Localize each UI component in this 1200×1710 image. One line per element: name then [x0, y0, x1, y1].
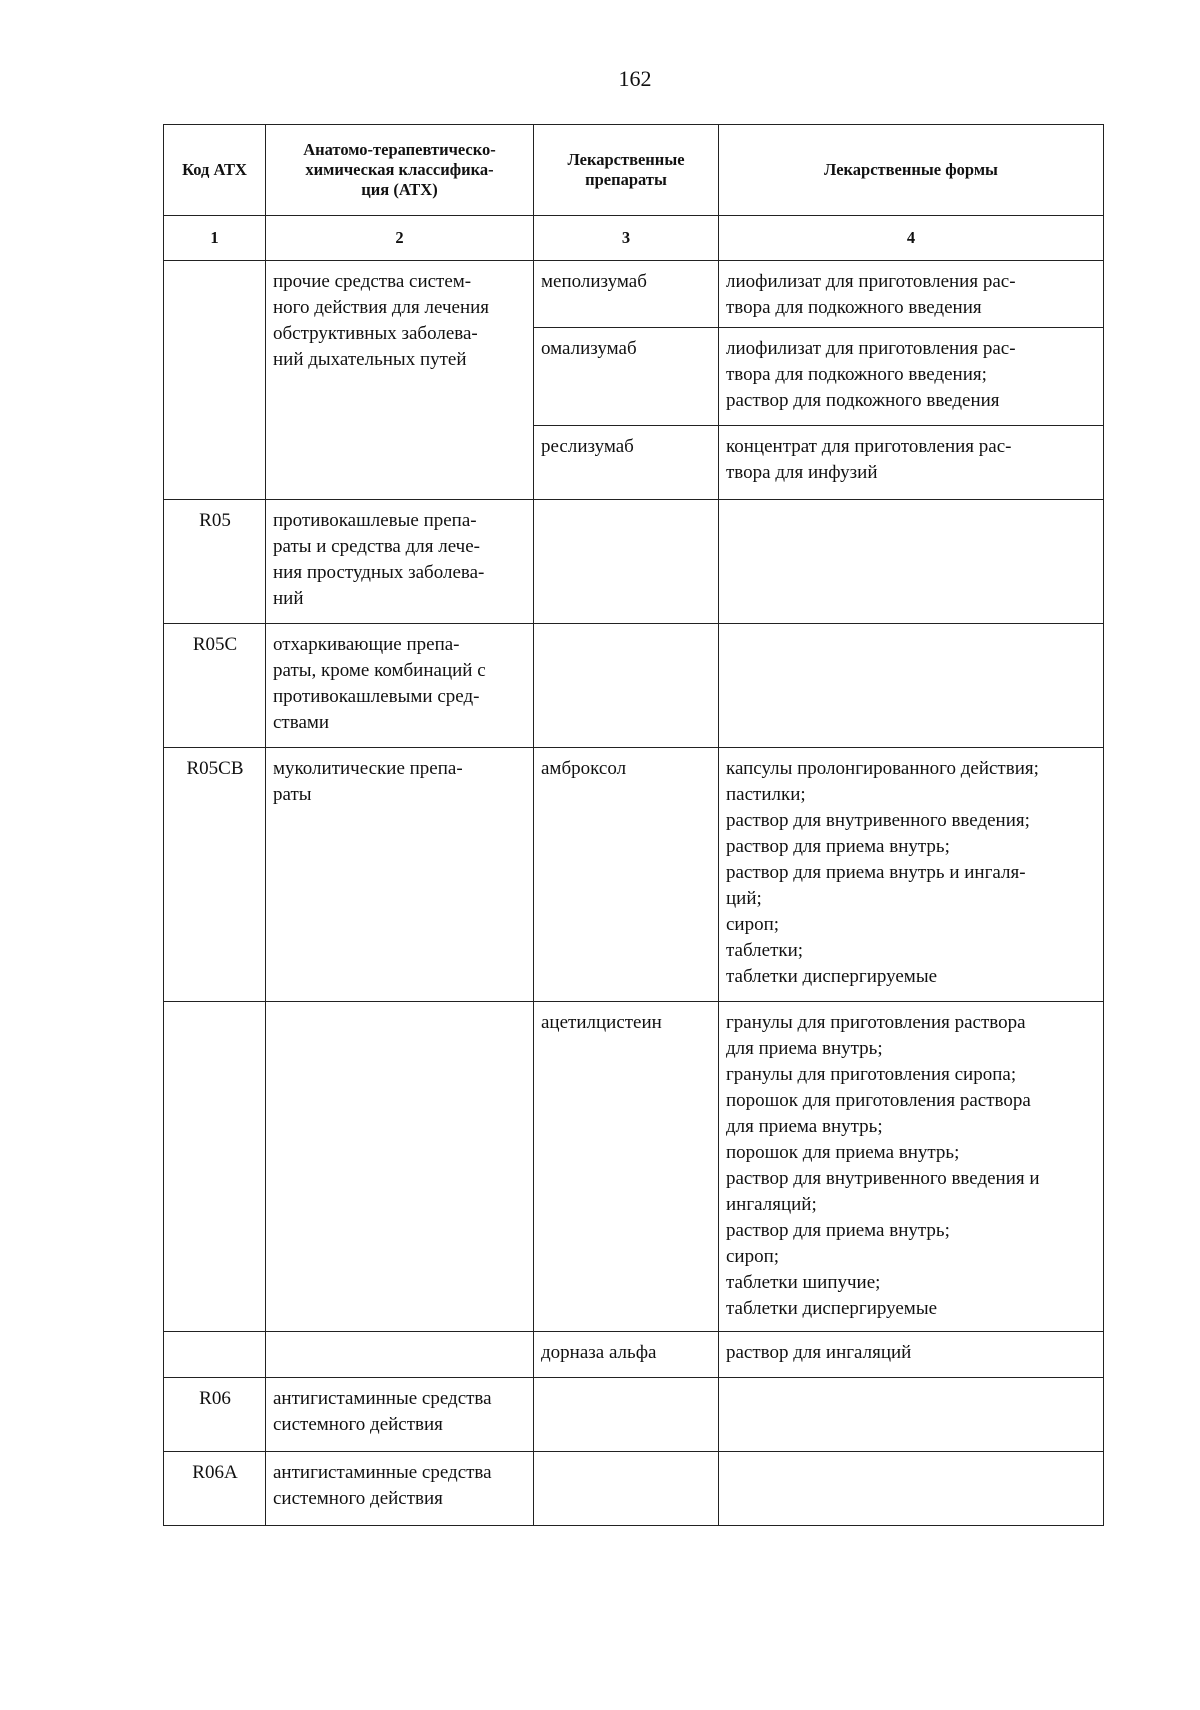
atc-code-cell: R06: [164, 1378, 266, 1452]
table-row: [164, 500, 1104, 624]
classification-line: отхаркивающие препа-: [273, 634, 460, 655]
table-row: [164, 1332, 1104, 1378]
dosage-form-line: сироп;: [726, 1246, 780, 1267]
drug-name: дорназа альфа: [541, 1342, 657, 1363]
dosage-form-line: лиофилизат для приготовления рас-: [726, 271, 1016, 292]
table-row: [164, 1452, 1104, 1526]
classification-cell: [266, 500, 534, 624]
drug-name: реслизумаб: [541, 436, 634, 457]
classification-line: системного действия: [273, 1488, 443, 1509]
dosage-form-line: раствор для ингаляций: [726, 1342, 912, 1363]
atc-table: [163, 124, 1104, 1526]
atc-code-cell: R05C: [164, 624, 266, 748]
header-drugs: [534, 125, 719, 216]
page-number: 162: [618, 66, 652, 91]
classification-line: ного действия для лечения: [273, 297, 490, 318]
dosage-form-cell: [719, 624, 1104, 748]
dosage-form-line: раствор для внутривенного введения и: [726, 1168, 1040, 1189]
drug-cell: [534, 426, 719, 500]
table-row: [164, 748, 1104, 1002]
classification-line: противокашлевыми сред-: [273, 686, 480, 707]
dosage-form-cell: [719, 1452, 1104, 1526]
dosage-form-line: ций;: [726, 888, 762, 909]
atc-code-cell: [164, 1002, 266, 1332]
drug-cell: [534, 261, 719, 328]
drug-cell: [534, 1002, 719, 1332]
drug-name: амброксол: [541, 758, 627, 779]
dosage-form-line: раствор для приема внутрь;: [726, 1220, 950, 1241]
dosage-form-line: пастилки;: [726, 784, 806, 805]
dosage-form-line: раствор для приема внутрь;: [726, 836, 950, 857]
header-atc-code: [164, 125, 266, 216]
dosage-form-cell: [719, 1332, 1104, 1378]
classification-line: противокашлевые препа-: [273, 510, 477, 531]
dosage-form-line: таблетки;: [726, 940, 804, 961]
drug-cell: [534, 1452, 719, 1526]
header-line: Лекарственные формы: [824, 160, 998, 179]
drug-cell: [534, 500, 719, 624]
header-line: Код АТХ: [182, 160, 247, 179]
column-number-row: [164, 216, 1104, 261]
dosage-form-line: твора для подкожного введения: [726, 297, 982, 318]
classification-cell: [266, 624, 534, 748]
atc-code-cell: R05CB: [164, 748, 266, 1002]
table-header-row: [164, 125, 1104, 216]
classification-line: прочие средства систем-: [273, 271, 472, 292]
classification-line: антигистаминные средства: [273, 1462, 492, 1483]
dosage-form-cell: [719, 748, 1104, 1002]
column-number: 4: [719, 216, 1104, 261]
dosage-form-cell: [719, 1002, 1104, 1332]
column-number: 3: [534, 216, 719, 261]
dosage-form-line: раствор для подкожного введения: [726, 390, 1000, 411]
drug-name: меполизумаб: [541, 271, 647, 292]
dosage-form-cell: [719, 500, 1104, 624]
header-line: химическая классифика-: [305, 160, 494, 179]
classification-cell: [266, 1452, 534, 1526]
header-line: Лекарственные: [567, 150, 685, 169]
classification-line: муколитические препа-: [273, 758, 463, 779]
column-number: 1: [164, 216, 266, 261]
dosage-form-line: твора для подкожного введения;: [726, 364, 987, 385]
column-number: 2: [266, 216, 534, 261]
classification-line: антигистаминные средства: [273, 1388, 492, 1409]
header-line: Анатомо-терапевтическо-: [303, 140, 496, 159]
header-line: ция (АТХ): [361, 180, 438, 199]
classification-line: ния простудных заболева-: [273, 562, 485, 583]
dosage-form-line: для приема внутрь;: [726, 1038, 883, 1059]
atc-code-cell: [164, 1332, 266, 1378]
drug-cell: [534, 748, 719, 1002]
drug-cell: [534, 328, 719, 426]
dosage-form-line: гранулы для приготовления раствора: [726, 1012, 1026, 1033]
dosage-form-line: таблетки диспергируемые: [726, 966, 938, 987]
header-dosage-forms: [719, 125, 1104, 216]
drug-cell: [534, 624, 719, 748]
dosage-form-line: лиофилизат для приготовления рас-: [726, 338, 1016, 359]
table-row: [164, 1002, 1104, 1332]
classification-line: ний дыхательных путей: [273, 349, 467, 370]
dosage-form-cell: [719, 1378, 1104, 1452]
classification-line: ствами: [273, 712, 330, 733]
atc-code-cell: R06A: [164, 1452, 266, 1526]
dosage-form-line: концентрат для приготовления рас-: [726, 436, 1012, 457]
dosage-form-line: порошок для приготовления раствора: [726, 1090, 1031, 1111]
dosage-form-line: таблетки диспергируемые: [726, 1298, 938, 1319]
classification-line: раты, кроме комбинаций с: [273, 660, 486, 681]
drug-cell: [534, 1332, 719, 1378]
dosage-form-line: для приема внутрь;: [726, 1116, 883, 1137]
drug-name: ацетилцистеин: [541, 1012, 662, 1033]
dosage-form-line: раствор для приема внутрь и ингаля-: [726, 862, 1026, 883]
dosage-form-cell: [719, 261, 1104, 328]
header-atc-classification: [266, 125, 534, 216]
classification-line: обструктивных заболева-: [273, 323, 478, 344]
dosage-form-line: порошок для приема внутрь;: [726, 1142, 960, 1163]
dosage-form-line: ингаляций;: [726, 1194, 817, 1215]
dosage-form-line: раствор для внутривенного введения;: [726, 810, 1030, 831]
classification-cell: [266, 1332, 534, 1378]
dosage-form-line: твора для инфузий: [726, 462, 878, 483]
classification-cell: [266, 261, 534, 500]
classification-cell: [266, 1002, 534, 1332]
dosage-form-cell: [719, 328, 1104, 426]
classification-line: раты и средства для лече-: [273, 536, 480, 557]
atc-code-cell: R05: [164, 500, 266, 624]
drug-cell: [534, 1378, 719, 1452]
header-line: препараты: [585, 170, 667, 189]
atc-code-cell: [164, 261, 266, 500]
dosage-form-cell: [719, 426, 1104, 500]
classification-line: раты: [273, 784, 312, 805]
dosage-form-line: таблетки шипучие;: [726, 1272, 881, 1293]
dosage-form-line: сироп;: [726, 914, 780, 935]
drug-name: омализумаб: [541, 338, 637, 359]
table-row: [164, 261, 1104, 328]
classification-line: ний: [273, 588, 304, 609]
classification-cell: [266, 748, 534, 1002]
table-row: [164, 624, 1104, 748]
table-row: [164, 1378, 1104, 1452]
classification-line: системного действия: [273, 1414, 443, 1435]
classification-cell: [266, 1378, 534, 1452]
dosage-form-line: гранулы для приготовления сиропа;: [726, 1064, 1017, 1085]
dosage-form-line: капсулы пролонгированного действия;: [726, 758, 1039, 779]
